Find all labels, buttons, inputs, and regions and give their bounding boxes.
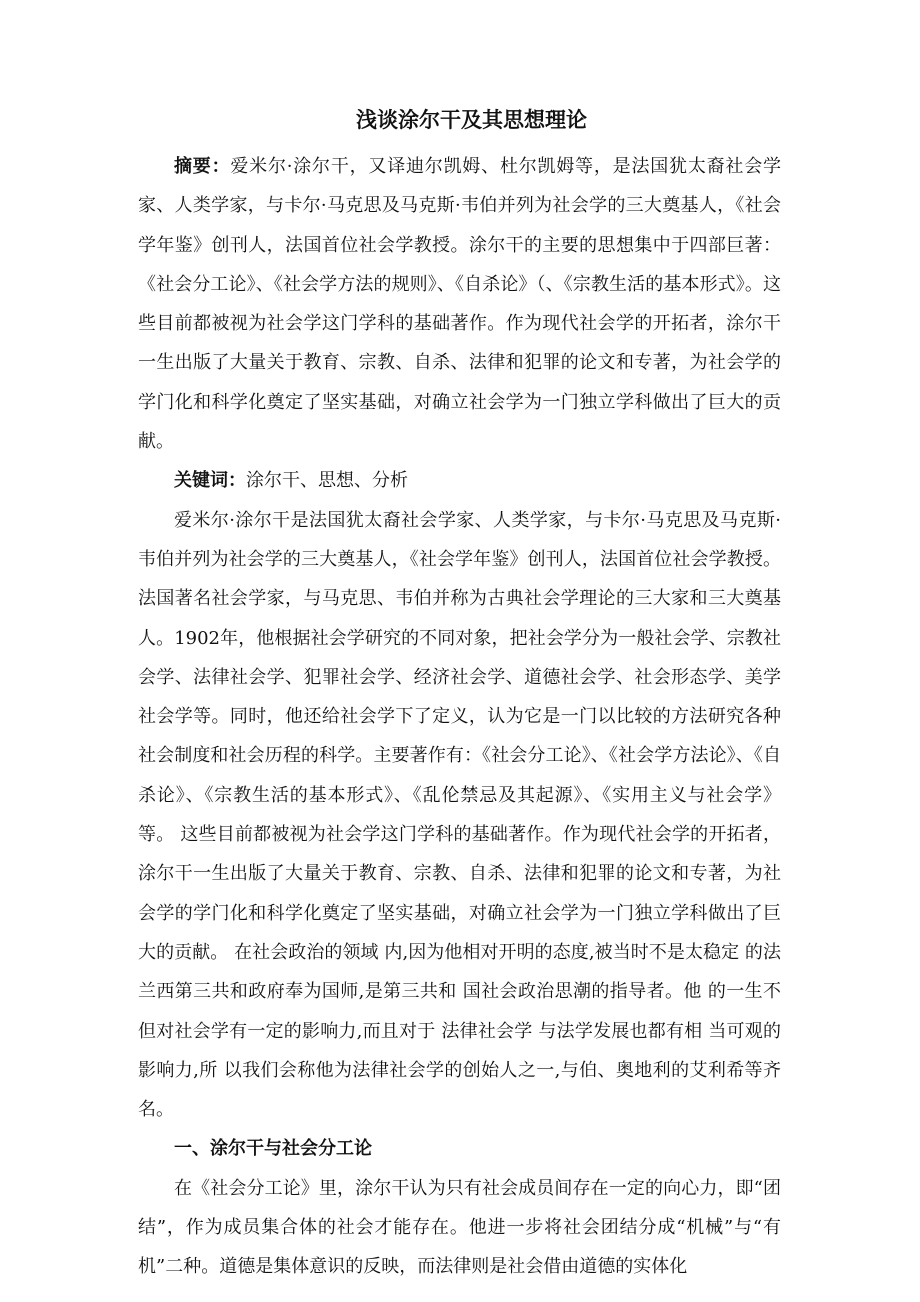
document-title: 浅谈涂尔干及其思想理论 xyxy=(356,107,587,132)
abstract-paragraph xyxy=(138,147,781,461)
abstract-label: 摘要： xyxy=(174,156,231,177)
intro-paragraph: 爱米尔·涂尔干是法国犹太裔社会学家、人类学家，与卡尔·马克思及马克斯·韦伯并列为社会学的三大奠基人，《社会学年鉴》创刊人，法国首位社会学教授。 法国著名社会学家，与马克思、韦伯并称为古典社会学理论的三大家和三大奠基人。1902年，他根据社会学研究的不同对象，把社会学分为一般社会学、宗教社会学、法律社会学、犯罪社会学、经济社会学、道德社会学、社会形态学、美学社会学等。同时，他还给社会学下了定义，认为它是一门以比较的方法研究各种社会制度和社会历程的科学。主要著作有：《社会分工论》、《社会学方法论》、《自杀论》、《宗教生活的基本形式》、《乱伦禁忌及其起源》、《实用主义与社会学》等。 这些目前都被视为社会学这门学科的基础著作。作为现代社会学的开拓者，涂尔干一生出版了大量关于教育、宗教、自杀、法律和犯罪的论文和专著，为社会学的学门化和科学化奠定了坚实基础，对确立社会学为一门独立学科做出了巨大的贡献。 在社会政治的领域 内,因为他相对开明的态度,被当时不是太稳定 的法兰西第三共和政府奉为国师,是第三共和 国社会政治思潮的指导者。他 的一生不但对社会学有一定的影响力,而且对于 法律社会学 与法学发展也都有相 当可观的影响力,所 以我们会称他为法律社会学的创始人之一,与伯、奥地利的艾利希等齐名。 xyxy=(138,509,781,1121)
keywords-paragraph xyxy=(138,461,781,500)
document-page xyxy=(138,108,781,1287)
section-heading: 一、涂尔干与社会分工论 xyxy=(174,1138,372,1160)
keywords-text: 涂尔干、思想、分析 xyxy=(246,470,408,492)
keywords-label: 关键词： xyxy=(174,470,246,492)
abstract-text: 爱米尔·涂尔干，又译迪尔凯姆、杜尔凯姆等，是法国犹太裔社会学家、人类学家，与卡尔·马克思及马克斯·韦伯并列为社会学的三大奠基人，《社会学年鉴》创刊人，法国首位社会学教授。涂尔干的主要的思想集中于四部巨著：《社会分工论》、《社会学方法的规则》、《自杀论》（、《宗教生活的基本形式》。这些目前都被视为社会学这门学科的基础著作。作为现代社会学的开拓者，涂尔干一生出版了大量关于教育、宗教、自杀、法律和犯罪的论文和专著，为社会学的学门化和科学化奠定了坚实基础，对确立社会学为一门独立学科做出了巨大的贡献。 xyxy=(138,156,782,453)
section-paragraph: 在《社会分工论》里，涂尔干认为只有社会成员间存在一定的向心力，即“团结”，作为成员集合体的社会才能存在。他进一步将社会团结分成“机械”与“有机”二种。道德是集体意识的反映，而法律则是社会借由道德的实体化 xyxy=(138,1177,781,1278)
